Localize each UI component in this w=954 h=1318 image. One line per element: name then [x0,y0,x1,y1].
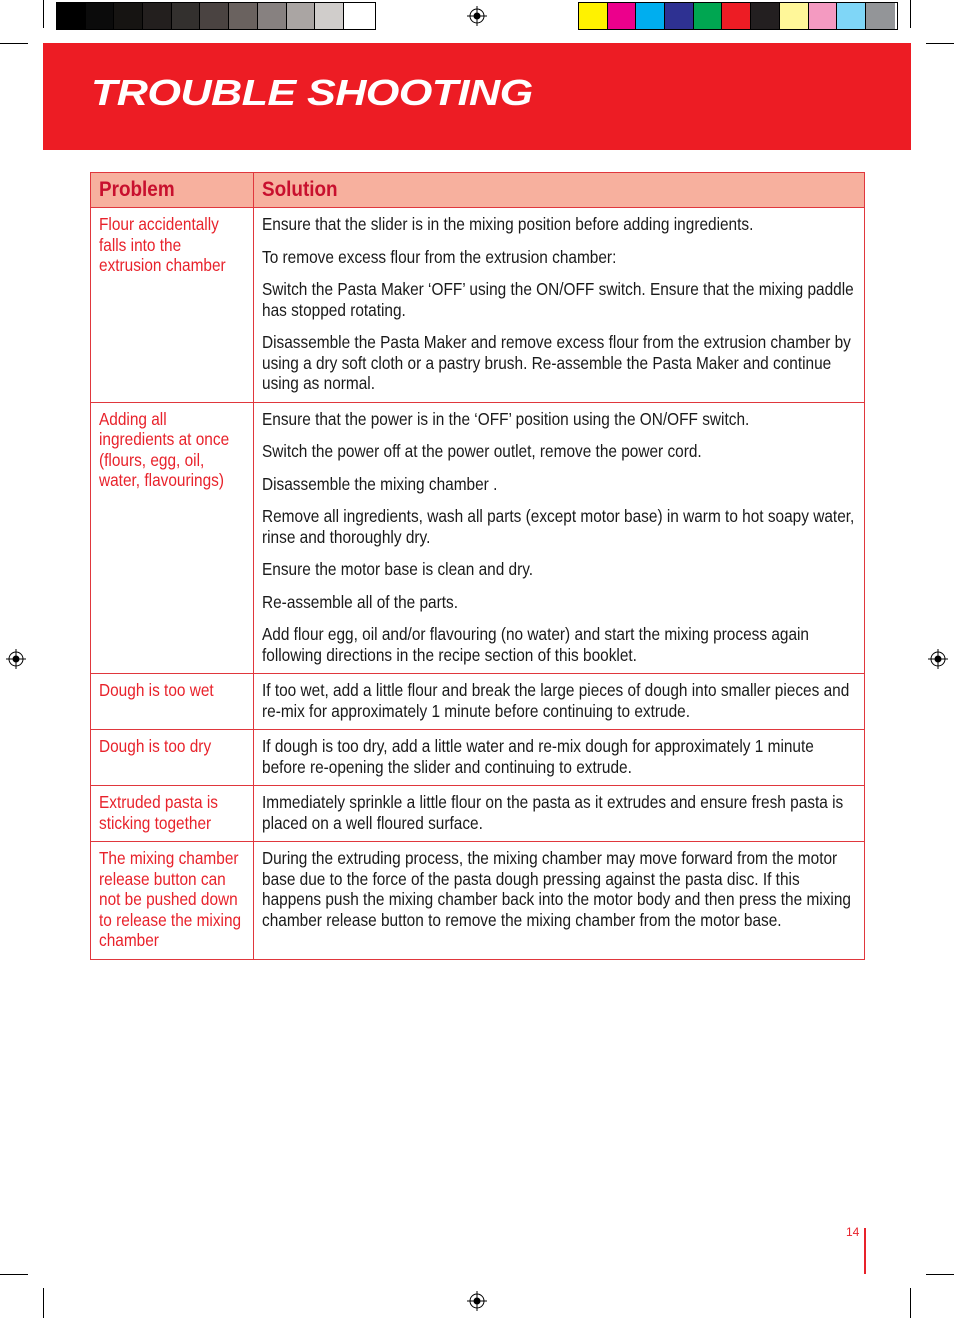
solution-paragraph: To remove excess flour from the extrusion chamber: [262,246,617,267]
solution-cell [254,402,865,674]
table-row [91,730,865,786]
table-row [91,208,865,403]
column-header-solution: Solution [254,173,865,208]
solution-paragraph: During the extruding process, the mixing chamber may move forward from the motor base due to the force of the pasta dough pressing against the pasta disc. If this happens push the mixing chamber back into the motor body and then press the mixing chamber release button to remove the mixing chamber from the motor base. [262,848,851,930]
solution-cell [254,786,865,842]
solution-cell [254,730,865,786]
solution-paragraph: Disassemble the mixing chamber . [262,473,498,494]
solution-cell [254,674,865,730]
table-header-row [91,173,865,208]
solution-paragraph: Remove all ingredients, wash all parts (except motor base) in warm to hot soapy water, rinse and thoroughly dry. [262,506,855,547]
column-header-problem: Problem [91,173,254,208]
problem-text: Dough is too wet [99,680,214,700]
table-row [91,786,865,842]
crop-mark [43,0,44,28]
crop-mark [910,0,911,28]
table-row [91,842,865,960]
problem-text: Adding all ingredients at once (flours, egg, oil, water, flavourings) [99,408,230,490]
solution-paragraph: If too wet, add a little flour and break the large pieces of dough into smaller pieces and re-mix for approximately 1 minute before continuing to extrude. [262,680,850,721]
problem-text: Extruded pasta is sticking together [99,792,218,833]
page-number-rule [864,1228,866,1274]
solution-paragraph: Switch the Pasta Maker ‘OFF’ using the ON/OFF switch. Ensure that the mixing paddle has stopped rotating. [262,279,854,320]
problem-cell [91,786,254,842]
problem-cell [91,730,254,786]
problem-cell [91,208,254,403]
problem-cell [91,842,254,960]
crop-mark [926,43,954,44]
problem-text: The mixing chamber release button can not be pushed down to release the mixing chamber [99,848,242,950]
table-row [91,674,865,730]
grayscale-color-bar [56,2,376,30]
registration-mark-icon [467,6,487,26]
solution-paragraph: Add flour egg, oil and/or flavouring (no water) and start the mixing process again following directions in the recipe section of this booklet. [262,624,810,665]
page-number: 14 [846,1225,860,1239]
process-color-bar [578,2,898,30]
table-row [91,402,865,674]
problem-text: Dough is too dry [99,736,212,756]
problem-cell [91,402,254,674]
solution-paragraph: Re-assemble all of the parts. [262,591,459,612]
registration-mark-icon [6,649,26,669]
crop-mark [926,1274,954,1275]
registration-mark-icon [467,1291,487,1311]
solution-paragraph: Ensure that the power is in the ‘OFF’ position using the ON/OFF switch. [262,408,750,429]
solution-paragraph: Ensure that the slider is in the mixing position before adding ingredients. [262,214,754,234]
page-title: TROUBLE SHOOTING [91,72,533,113]
registration-mark-icon [928,649,948,669]
troubleshooting-table [90,172,865,960]
solution-paragraph: Ensure the motor base is clean and dry. [262,559,534,579]
crop-mark [910,1288,911,1318]
title-banner [43,43,911,150]
solution-paragraph: Switch the power off at the power outlet, remove the power cord. [262,441,702,461]
problem-text: Flour accidentally falls into the extrusion chamber [99,214,226,275]
solution-cell [254,208,865,403]
crop-mark [0,1274,28,1275]
solution-paragraph: Disassemble the Pasta Maker and remove excess flour from the extrusion chamber by using a dry soft cloth or a pastry brush. Re-assemble the Pasta Maker and continue using as normal. [262,332,851,393]
solution-cell [254,842,865,960]
table-body [91,208,865,960]
solution-paragraph: If dough is too dry, add a little water and re-mix dough for approximately 1 minute before re-opening the slider and continuing to extrude. [262,736,814,777]
problem-cell [91,674,254,730]
solution-paragraph: Immediately sprinkle a little flour on the pasta as it extrudes and ensure fresh pasta is placed on a well floured surface. [262,792,844,833]
crop-mark [43,1288,44,1318]
crop-mark [0,43,28,44]
